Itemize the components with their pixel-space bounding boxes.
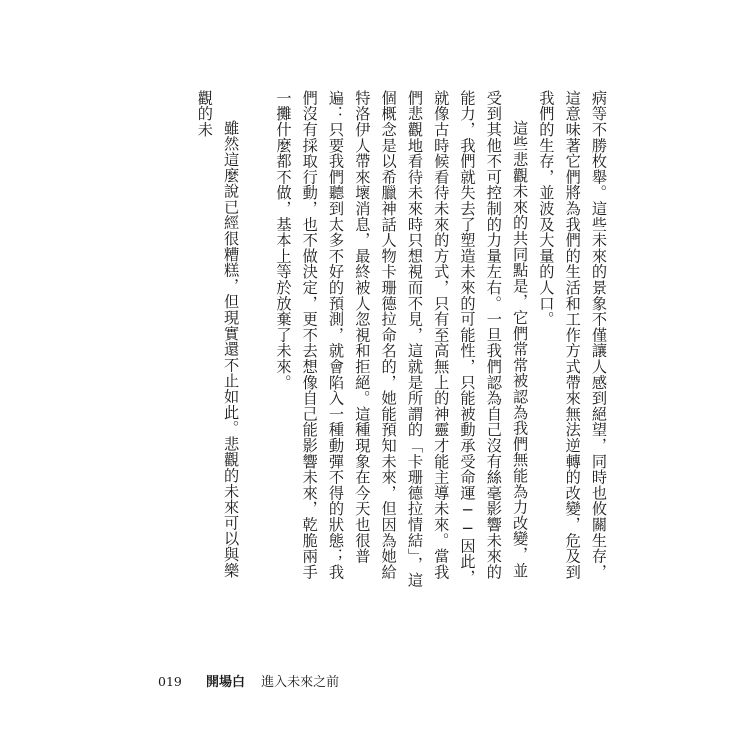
page-number: 019 <box>158 674 182 689</box>
paragraph-1: 病等不勝枚舉。這些未來的景象不僅讓人感到絕望，同時也攸關生存，這意味著它們將為我們的生活和工作方式帶來無法逆轉的改變，危及到我們的生存，並波及大量的人口。 <box>537 90 608 580</box>
paragraph-3: 雖然這麼說已經很糟糕，但現實還不止如此。悲觀的未來可以與樂觀的未 <box>195 90 241 579</box>
paragraph-gap <box>244 90 270 590</box>
body-text <box>192 90 612 590</box>
chapter-title: 開場白 <box>206 675 246 690</box>
paragraph-2: 這些悲觀未來的共同點是，它們常常被認為我們無能為力改變，並受到其他不可控制的力量左右。一旦我們認為自己沒有絲毫影響未來的能力，我們就失去了塑造未來的可能性，只能被動承受命運──因此，就像古時候看待未來的方式，只有至高無上的神靈才能主導未來。當我們悲觀地看待未來時只想視而不見，這就是所謂的「卡珊德拉情結」，這個概念是以希臘神話人物卡珊德拉命名的，她能預知未來，但因為她給特洛伊人帶來壞消息，最終被人忽視和拒絕。這種現象在今天也很普遍：只要我們聽到太多不好的預測，就會陷入一種動彈不得的狀態；我們沒有採取行動，也不做決定，更不去想像自己能影響未來，乾脆兩手一攤什麼都不做，基本上等於放棄了未來。 <box>274 90 530 588</box>
page-footer <box>158 671 339 690</box>
section-title: 進入未來之前 <box>261 675 340 690</box>
